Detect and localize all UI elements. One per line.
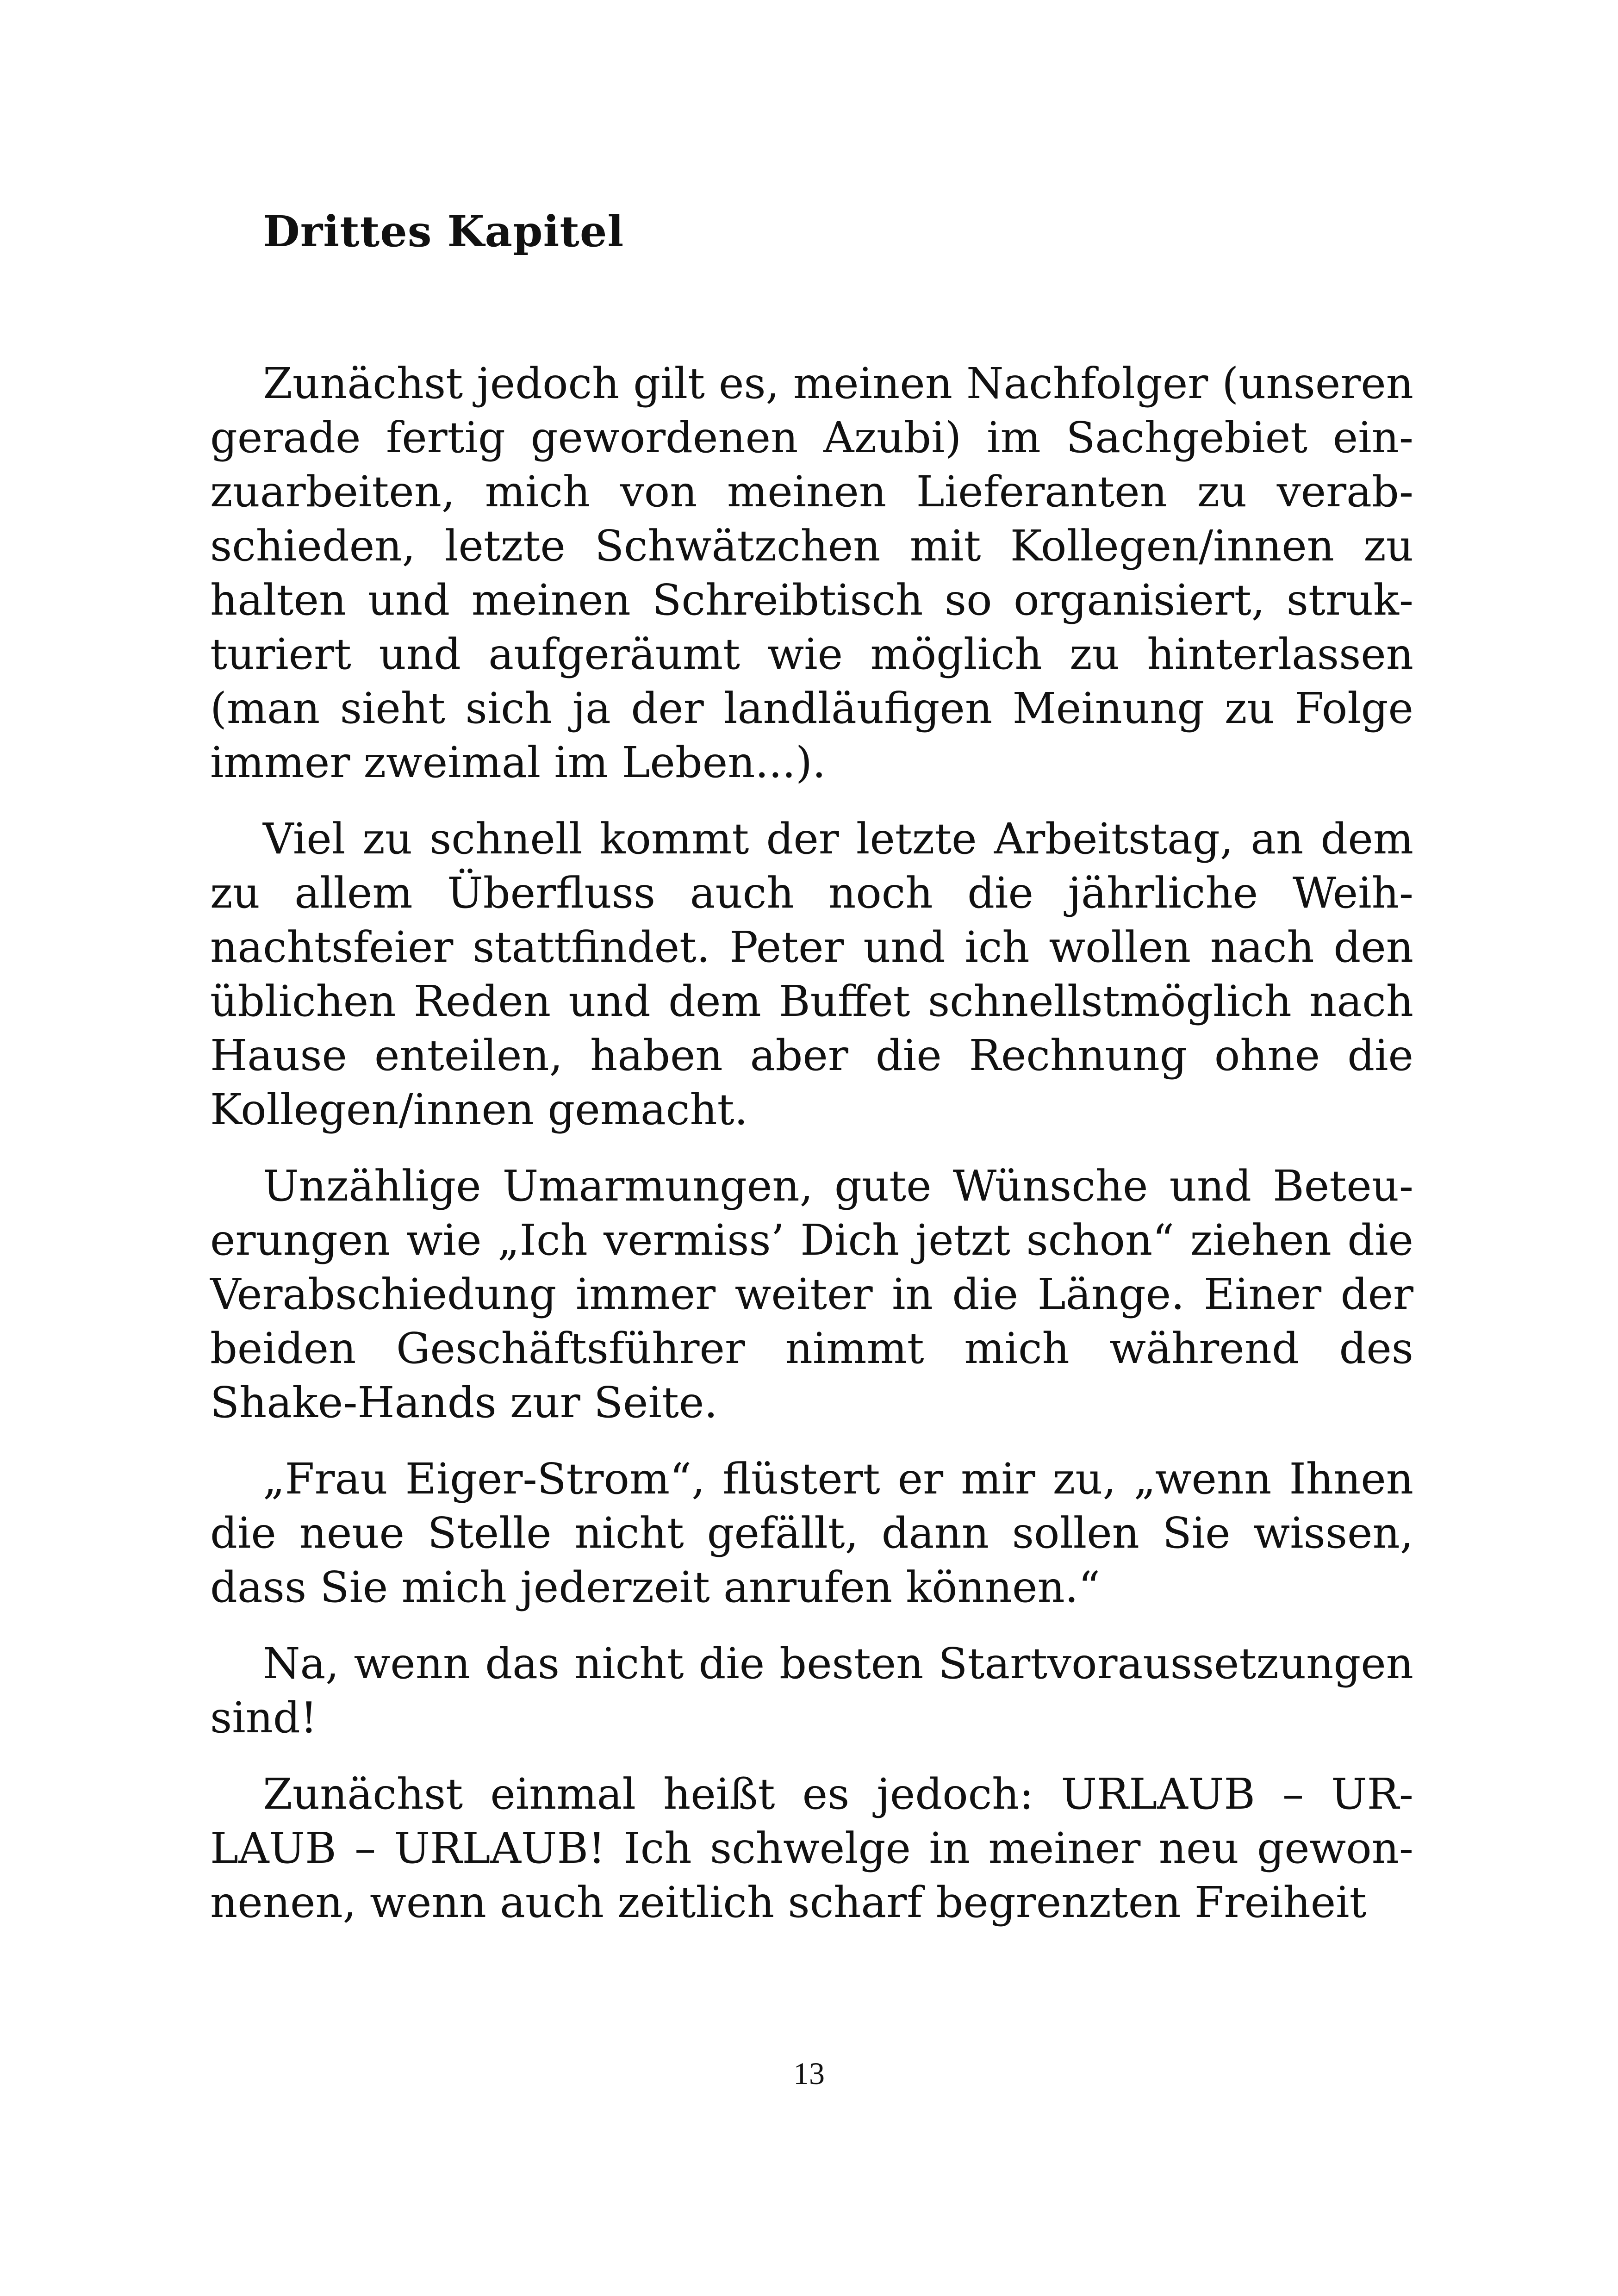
paragraph: Zunächst jedoch gilt es, meinen Nachfolger (unseren gerade fertig gewordenen Azubi) im Sachgebiet einzuarbeiten, mich von meinen Lieferanten zu verabschieden, letzte Schwätzchen mit Kollegen/innen zu halten und meinen Schreibtisch so organisiert, strukturiert und aufgeräumt wie möglich zu hinterlassen (man sieht sich ja der landläufigen Meinung zu Folge immer zweimal im Leben...). [210,359,1413,787]
paragraph: Viel zu schnell kommt der letzte Arbeitstag, an dem zu allem Überfluss auch noch die jährliche Weihnachtsfeier stattfindet. Peter und ich wollen nach den üblichen Reden und dem Buffet schnellstmöglich nach Hause enteilen, haben aber die Rechnung ohne die Kollegen/innen gemacht. [210,814,1413,1134]
paragraph: „Frau Eiger-Strom“, flüstert er mir zu, „wenn Ihnen die neue Stelle nicht gefällt, dann sollen Sie wissen, dass Sie mich jederzeit anrufen können.“ [210,1454,1413,1612]
paragraph: Na, wenn das nicht die besten Startvoraussetzungen sind! [210,1639,1413,1742]
paragraph: Zunächst einmal heißt es jedoch: URLAUB – URLAUB – URLAUB! Ich schwelge in meiner neu gewonnenen, wenn auch zeitlich scharf begrenzten Freiheit [210,1769,1413,1927]
paragraph: Unzählige Umarmungen, gute Wünsche und Beteuerungen wie „Ich vermiss’ Dich jetzt schon“ ziehen die Verabschiedung immer weiter in die Länge. Einer der beiden Geschäftsführer nimmt mich während des Shake-Hands zur Seite. [210,1161,1413,1427]
chapter-title: Drittes Kapitel [263,206,624,256]
body-text [210,356,1413,1952]
page-number: 13 [793,2056,825,2091]
